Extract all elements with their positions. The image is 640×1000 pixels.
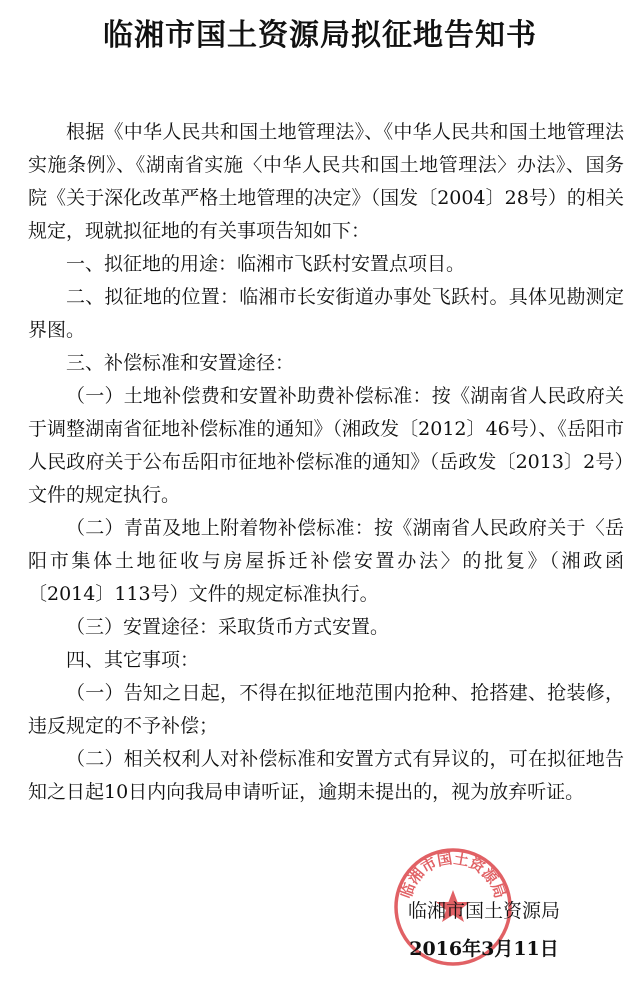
paragraph-intro: 根据《中华人民共和国土地管理法》、《中华人民共和国土地管理法实施条例》、《湖南省实施〈中华人民共和国土地管理法〉办法》、国务院《关于深化改革严格土地管理的决定》（国发〔2004〕28号）的相关规定，现就拟征地的有关事项告知如下：: [28, 121, 624, 242]
paragraph-hearing: （二）相关权利人对补偿标准和安置方式有异议的，可在拟征地告知之日起10日内向我局申请听证，逾期未提出的，视为放弃听证。: [28, 748, 624, 803]
signature-organization: 临湘市国土资源局: [407, 900, 560, 922]
signature-date: 2016年3月11日: [409, 938, 559, 960]
paragraph-crops-compensation: （二）青苗及地上附着物补偿标准：按《湖南省人民政府关于〈岳阳市集体土地征收与房屋拆迁补偿安置办法〉的批复》（湘政函〔2014〕113号）文件的规定标准执行。: [28, 517, 624, 605]
paragraph-other-heading: 四、其它事项：: [66, 649, 200, 671]
seal-text: 临湘市国土资源局: [396, 849, 510, 901]
paragraph-location: 二、拟征地的位置：临湘市长安街道办事处飞跃村。具体见勘测定界图。: [28, 286, 624, 341]
paragraph-land-compensation: （一）土地补偿费和安置补助费补偿标准：按《湖南省人民政府关于调整湖南省征地补偿标准的通知》（湘政发〔2012〕46号）、《岳阳市人民政府关于公布岳阳市征地补偿标准的通知》（岳政发〔2013〕2号）文件的规定执行。: [28, 385, 624, 506]
paragraph-purpose: 一、拟征地的用途：临湘市飞跃村安置点项目。: [66, 253, 466, 275]
paragraph-restrictions: （一）告知之日起，不得在拟征地范围内抢种、抢搭建、抢装修，违反规定的不予补偿；: [28, 682, 624, 737]
document-title: 临湘市国土资源局拟征地告知书: [103, 18, 537, 53]
document-body: [28, 116, 624, 809]
paragraph-resettlement: （三）安置途径：采取货币方式安置。: [66, 616, 390, 638]
paragraph-compensation-heading: 三、补偿标准和安置途径：: [66, 352, 295, 374]
